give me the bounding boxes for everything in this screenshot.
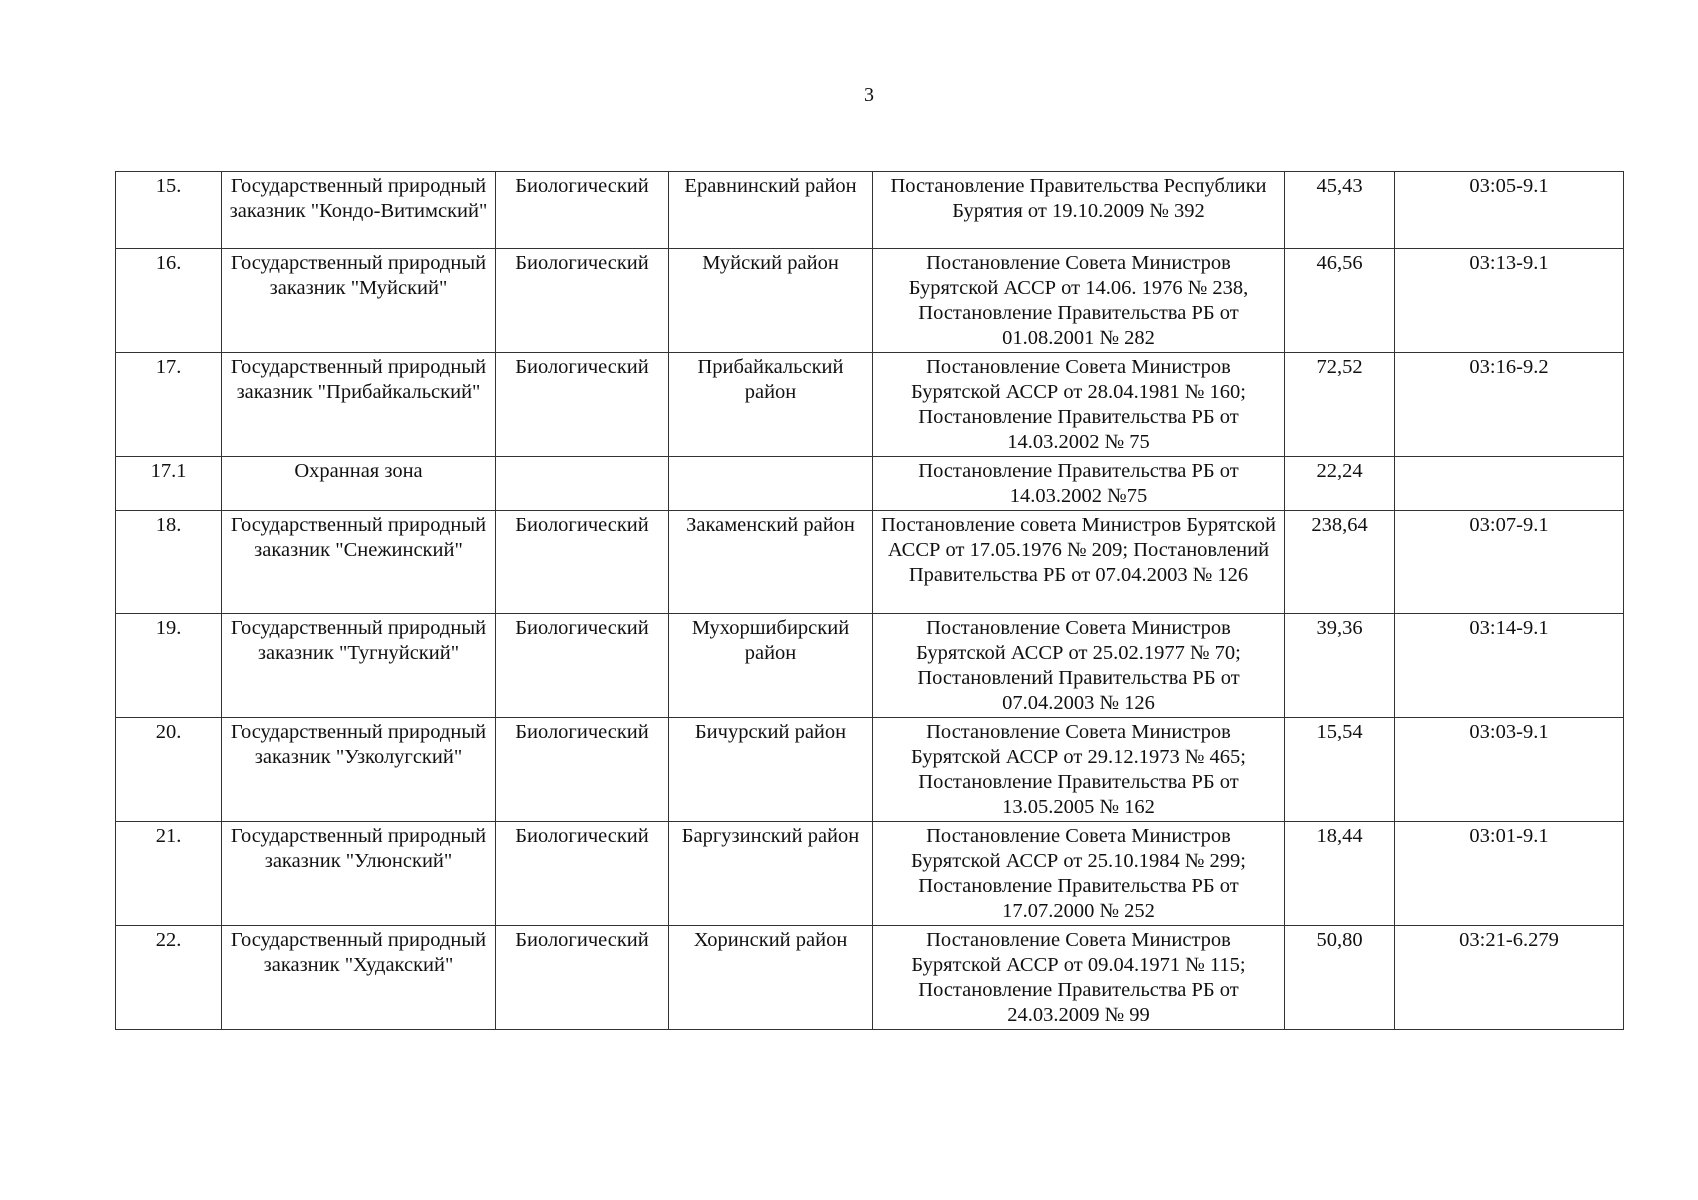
registry-code: 03:16-9.2 [1395,353,1624,457]
reserve-area: 22,24 [1285,457,1395,511]
legal-document: Постановление Правительства Республики Бурятия от 19.10.2009 № 392 [873,172,1285,249]
row-number: 18. [116,511,222,614]
legal-document: Постановление Совета Министров Бурятской АССР от 29.12.1973 № 465; Постановление Правительства РБ от 13.05.2005 № 162 [873,718,1285,822]
reserve-name: Государственный природный заказник "Муйский" [222,249,496,353]
reserve-district [669,457,873,511]
legal-document: Постановление совета Министров Бурятской АССР от 17.05.1976 № 209; Постановлений Правительства РБ от 07.04.2003 № 126 [873,511,1285,614]
table-row [116,511,1624,614]
registry-code: 03:05-9.1 [1395,172,1624,249]
table-row [116,172,1624,249]
reserve-profile: Биологический [496,511,669,614]
reserve-profile: Биологический [496,822,669,926]
reserves-table [115,171,1624,1030]
registry-code [1395,457,1624,511]
row-number: 19. [116,614,222,718]
registry-code: 03:21-6.279 [1395,926,1624,1030]
reserve-profile: Биологический [496,926,669,1030]
reserve-name: Государственный природный заказник "Тугнуйский" [222,614,496,718]
legal-document: Постановление Совета Министров Бурятской АССР от 25.02.1977 № 70; Постановлений Правительства РБ от 07.04.2003 № 126 [873,614,1285,718]
reserve-area: 18,44 [1285,822,1395,926]
reserve-area: 39,36 [1285,614,1395,718]
reserve-name: Охранная зона [222,457,496,511]
table-row [116,614,1624,718]
legal-document: Постановление Правительства РБ от 14.03.2002 №75 [873,457,1285,511]
reserve-name: Государственный природный заказник "Улюнский" [222,822,496,926]
row-number: 20. [116,718,222,822]
table-row [116,822,1624,926]
row-number: 21. [116,822,222,926]
row-number: 16. [116,249,222,353]
legal-document: Постановление Совета Министров Бурятской АССР от 25.10.1984 № 299; Постановление Правительства РБ от 17.07.2000 № 252 [873,822,1285,926]
reserve-district: Закаменский район [669,511,873,614]
reserve-profile: Биологический [496,172,669,249]
reserve-name: Государственный природный заказник "Снежинский" [222,511,496,614]
row-number: 17. [116,353,222,457]
registry-code: 03:01-9.1 [1395,822,1624,926]
reserve-area: 238,64 [1285,511,1395,614]
reserve-area: 45,43 [1285,172,1395,249]
row-number: 17.1 [116,457,222,511]
table-row [116,457,1624,511]
reserve-district: Прибайкальский район [669,353,873,457]
reserve-profile: Биологический [496,614,669,718]
legal-document: Постановление Совета Министров Бурятской АССР от 28.04.1981 № 160; Постановление Правительства РБ от 14.03.2002 № 75 [873,353,1285,457]
legal-document: Постановление Совета Министров Бурятской АССР от 09.04.1971 № 115; Постановление Правительства РБ от 24.03.2009 № 99 [873,926,1285,1030]
reserve-district: Еравнинский район [669,172,873,249]
reserve-profile [496,457,669,511]
table-row [116,926,1624,1030]
reserve-name: Государственный природный заказник "Худакский" [222,926,496,1030]
reserve-district: Муйский район [669,249,873,353]
table-row [116,249,1624,353]
reserve-area: 50,80 [1285,926,1395,1030]
reserve-district: Бичурский район [669,718,873,822]
table-row [116,353,1624,457]
registry-code: 03:03-9.1 [1395,718,1624,822]
page-number: 3 [864,84,874,106]
reserve-name: Государственный природный заказник "Прибайкальский" [222,353,496,457]
table-row [116,718,1624,822]
reserve-area: 15,54 [1285,718,1395,822]
reserve-area: 72,52 [1285,353,1395,457]
reserve-profile: Биологический [496,249,669,353]
registry-code: 03:14-9.1 [1395,614,1624,718]
reserve-name: Государственный природный заказник "Узколугский" [222,718,496,822]
registry-code: 03:07-9.1 [1395,511,1624,614]
row-number: 22. [116,926,222,1030]
registry-code: 03:13-9.1 [1395,249,1624,353]
legal-document: Постановление Совета Министров Бурятской АССР от 14.06. 1976 № 238, Постановление Правительства РБ от 01.08.2001 № 282 [873,249,1285,353]
reserve-area: 46,56 [1285,249,1395,353]
reserve-district: Мухоршибирский район [669,614,873,718]
row-number: 15. [116,172,222,249]
reserve-name: Государственный природный заказник "Кондо-Витимский" [222,172,496,249]
reserve-district: Баргузинский район [669,822,873,926]
reserve-profile: Биологический [496,718,669,822]
reserve-profile: Биологический [496,353,669,457]
reserve-district: Хоринский район [669,926,873,1030]
